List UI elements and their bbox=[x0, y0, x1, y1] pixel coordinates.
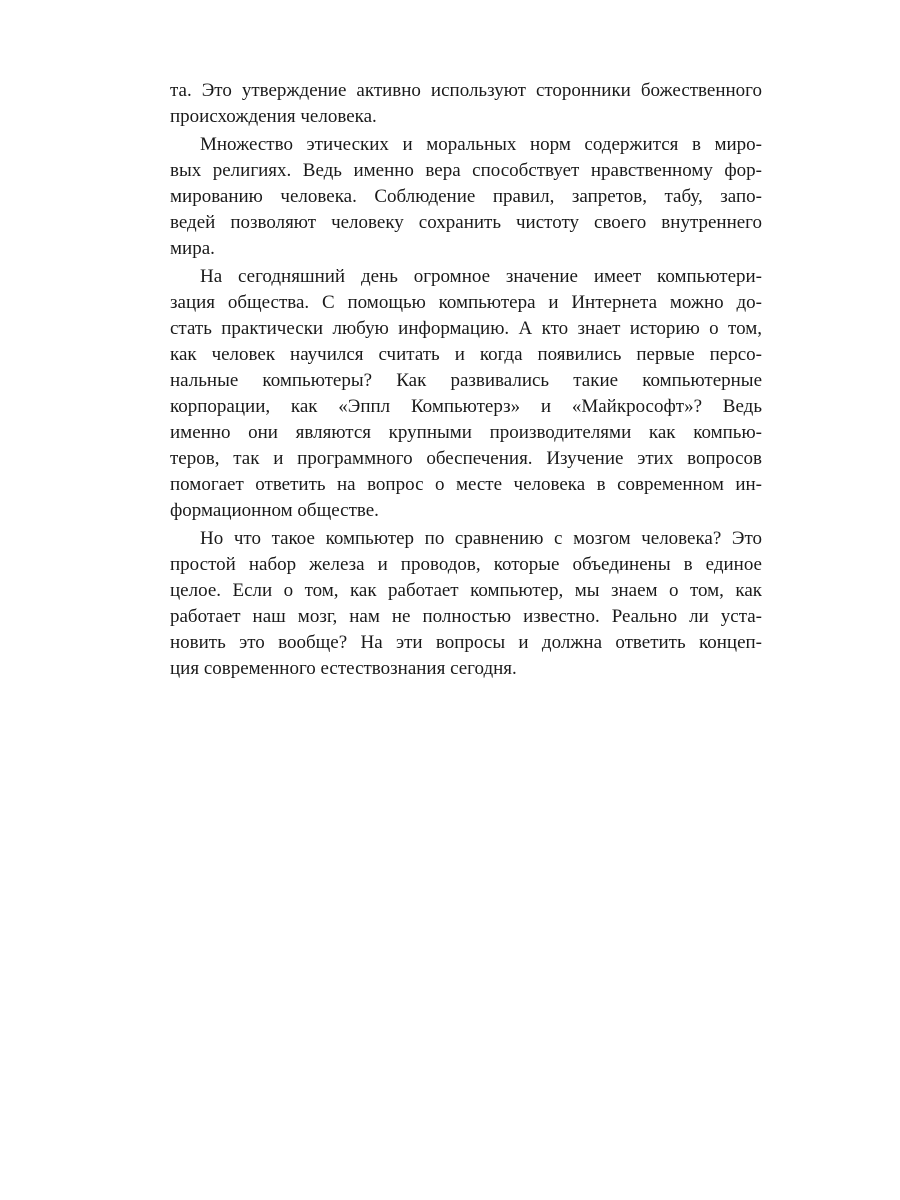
text-line: нальные компьютеры? Как развивались такие компьютерные bbox=[170, 370, 762, 391]
text-line: теров, так и программного обеспечения. Изучение этих вопросов bbox=[170, 448, 762, 469]
text-line: мира. bbox=[170, 238, 215, 259]
text-line: вых религиях. Ведь именно вера способствует нравственному фор- bbox=[170, 160, 762, 181]
paragraph-2 bbox=[170, 132, 762, 262]
text-line: происхождения человека. bbox=[170, 106, 377, 127]
text-line: корпорации, как «Эппл Компьютерз» и «Майкрософт»? Ведь bbox=[170, 396, 762, 417]
text-line: зация общества. С помощью компьютера и Интернета можно до- bbox=[170, 292, 762, 313]
text-line: целое. Если о том, как работает компьютер, мы знаем о том, как bbox=[170, 580, 762, 601]
text-line: та. Это утверждение активно используют сторонники божественного bbox=[170, 80, 762, 101]
text-line: мированию человека. Соблюдение правил, запретов, табу, запо- bbox=[170, 186, 762, 207]
text-line: именно они являются крупными производителями как компью- bbox=[170, 422, 762, 443]
paragraph-3 bbox=[170, 264, 762, 524]
text-line: Множество этических и моральных норм содержится в миро- bbox=[200, 134, 762, 155]
paragraph-1 bbox=[170, 78, 762, 130]
text-line: новить это вообще? На эти вопросы и должна ответить концеп- bbox=[170, 632, 762, 653]
text-line: простой набор железа и проводов, которые объединены в единое bbox=[170, 554, 762, 575]
text-line: ция современного естествознания сегодня. bbox=[170, 658, 517, 679]
text-line: помогает ответить на вопрос о месте человека в современном ин- bbox=[170, 474, 762, 495]
body-text bbox=[170, 78, 762, 682]
text-line: формационном обществе. bbox=[170, 500, 379, 521]
text-line: работает наш мозг, нам не полностью известно. Реально ли уста- bbox=[170, 606, 762, 627]
text-line: ведей позволяют человеку сохранить чистоту своего внутреннего bbox=[170, 212, 762, 233]
text-line: как человек научился считать и когда появились первые персо- bbox=[170, 344, 762, 365]
paragraph-4 bbox=[170, 526, 762, 682]
text-line: стать практически любую информацию. А кто знает историю о том, bbox=[170, 318, 762, 339]
text-line: Но что такое компьютер по сравнению с мозгом человека? Это bbox=[200, 528, 762, 549]
text-line: На сегодняшний день огромное значение имеет компьютери- bbox=[200, 266, 762, 287]
